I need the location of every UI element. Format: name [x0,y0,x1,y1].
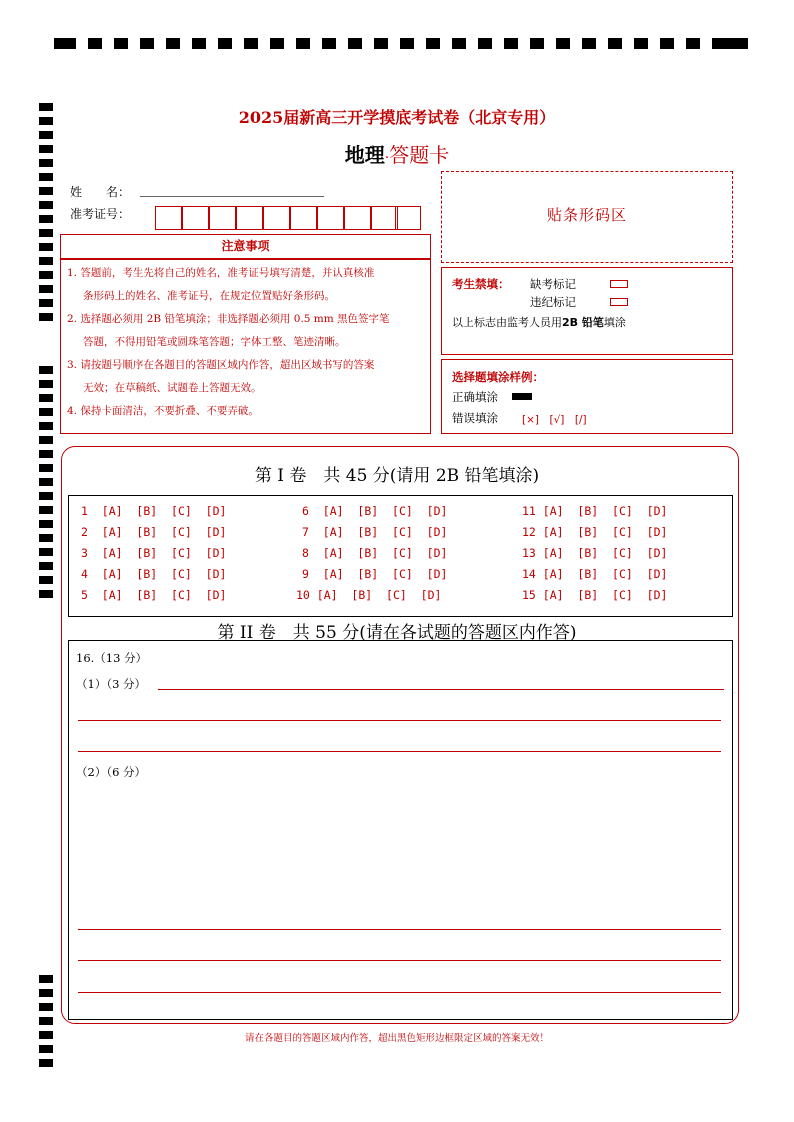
q16-answer-box[interactable] [68,640,733,1020]
card-subtitle [0,139,794,168]
notice-item-1: 1. 答题前，考生先将自己的姓名，准考证号填写清楚，并认真核准 [67,267,375,279]
part1-title: 第 I 卷 共 45 分(请用 2B 铅笔填涂) [254,466,540,486]
footer-note: 请在各题目的答题区域内作答，超出黑色矩形边框限定区域的答案无效！ [244,1033,549,1044]
q16-part2-label: （2）（6 分） [76,765,147,779]
subject-name: 地理 [344,143,385,167]
violation-mark-box[interactable] [610,298,628,306]
barcode-label: 贴条形码区 [546,206,627,224]
answer-line[interactable] [78,929,721,930]
q16-label: 16.（13 分） [76,651,148,665]
choice-row[interactable]: 14 [A] [B] [C] [D] [522,567,668,581]
choice-row[interactable]: 5 [A] [B] [C] [D] [81,588,227,602]
forbid-title: 考生禁填： [452,277,510,291]
top-timing-marks [54,38,748,50]
name-label: 姓 名： [70,185,131,199]
forbid-note [452,314,626,330]
answer-line[interactable] [78,751,721,752]
answer-line[interactable] [78,960,721,961]
wrong-fill-label: 错误填涂 [452,411,498,425]
answer-line[interactable] [158,689,724,690]
choice-row[interactable]: 11 [A] [B] [C] [D] [522,504,668,518]
subtitle-separator: · [384,150,390,166]
violation-mark-label: 违纪标记 [530,295,576,309]
id-label: 准考证号： [70,207,131,221]
name-field[interactable] [140,196,324,197]
forbid-note-bold: 2B 铅笔 [562,316,604,329]
choice-row[interactable]: 12 [A] [B] [C] [D] [522,525,668,539]
absent-mark-box[interactable] [610,280,628,288]
forbid-note-prefix: 以上标志由监考人员用 [452,316,562,329]
correct-fill-label: 正确填涂 [452,390,498,404]
notice-item-4: 4. 保持卡面清洁，不要折叠、不要弄破。 [67,405,259,417]
choice-row[interactable]: 9 [A] [B] [C] [D] [302,567,448,581]
choice-row[interactable]: 13 [A] [B] [C] [D] [522,546,668,560]
notice-box [60,259,431,434]
answer-line[interactable] [78,992,721,993]
correct-fill-sample [512,393,532,400]
q16-part1-label: （1）（3 分） [76,677,147,691]
card-type: 答题卡 [389,143,450,167]
notice-title-box [60,234,431,259]
choice-row[interactable]: 3 [A] [B] [C] [D] [81,546,227,560]
choice-row[interactable]: 1 [A] [B] [C] [D] [81,504,227,518]
choice-row[interactable]: 4 [A] [B] [C] [D] [81,567,227,581]
sample-title: 选择题填涂样例： [452,370,544,384]
choice-row[interactable]: 6 [A] [B] [C] [D] [302,504,448,518]
choice-row[interactable]: 2 [A] [B] [C] [D] [81,525,227,539]
choice-row[interactable]: 8 [A] [B] [C] [D] [302,546,448,560]
part2-title: 第 II 卷 共 55 分(请在各试题的答题区内作答) [217,623,577,643]
absent-mark-label: 缺考标记 [530,277,576,291]
notice-item-1b: 条形码上的姓名、准考证号，在规定位置贴好条形码。 [83,290,335,302]
exam-title: 2025届新高三开学摸底考试卷（北京专用） [238,108,556,127]
notice-item-2b: 答题，不得用铅笔或圆珠笔答题；字体工整、笔迹清晰。 [83,336,346,348]
forbid-note-suffix: 填涂 [603,316,626,329]
choice-row[interactable]: 10 [A] [B] [C] [D] [296,588,442,602]
notice-title: 注意事项 [221,239,270,253]
notice-item-2: 2. 选择题必须用 2B 铅笔填涂；非选择题必须用 0.5 mm 黑色签字笔 [67,313,390,325]
wrong-fill-samples: [×] [√] [/] [522,414,587,426]
notice-item-3: 3. 请按题号顺序在各题目的答题区域内作答，超出区域书写的答案 [67,359,375,371]
notice-item-3b: 无效；在草稿纸、试题卷上答题无效。 [83,382,262,394]
answer-line[interactable] [78,720,721,721]
barcode-area[interactable] [441,171,733,263]
choice-row[interactable]: 7 [A] [B] [C] [D] [302,525,448,539]
fill-sample-box [441,359,733,434]
choice-row[interactable]: 15 [A] [B] [C] [D] [522,588,668,602]
examiner-only-box [441,267,733,355]
